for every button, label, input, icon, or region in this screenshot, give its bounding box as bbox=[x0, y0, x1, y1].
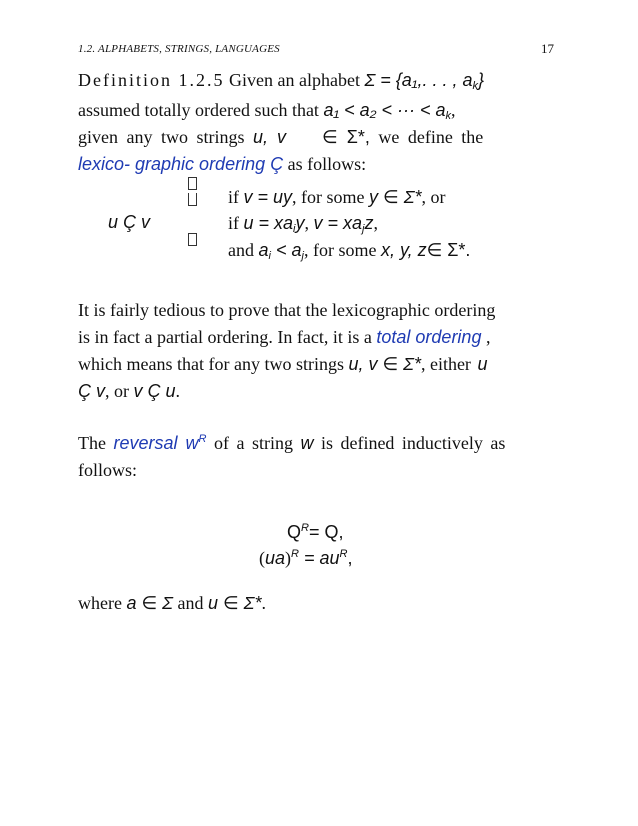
eq-part: ua bbox=[265, 548, 286, 568]
punct: . bbox=[261, 593, 266, 613]
para1-line-4 bbox=[78, 381, 180, 402]
para-math: w bbox=[300, 433, 314, 453]
case-text: and bbox=[228, 240, 259, 260]
equation-1 bbox=[287, 522, 343, 543]
para2-line-1 bbox=[78, 433, 505, 454]
para1-line-3 bbox=[78, 354, 487, 375]
definition-text: given any two strings bbox=[78, 127, 253, 147]
eq-part: , bbox=[347, 548, 353, 568]
subscript: i bbox=[268, 250, 271, 262]
para-text: , either bbox=[420, 354, 476, 374]
alphabet-set bbox=[364, 70, 484, 90]
case-math: x, y, z bbox=[380, 240, 427, 260]
running-header: 1.2. ALPHABETS, STRINGS, LANGUAGES bbox=[78, 43, 280, 55]
definition-line-1 bbox=[78, 70, 484, 92]
para-math: u, v ∈ Σ* bbox=[348, 354, 421, 374]
para-math: Ç v bbox=[78, 381, 105, 401]
case-2 bbox=[228, 213, 378, 235]
definition-text: we define the bbox=[369, 127, 484, 147]
para-math: u bbox=[477, 354, 488, 374]
term-text: reversal w bbox=[113, 433, 199, 453]
brace-bottom-glyph bbox=[188, 233, 197, 246]
math-part: y bbox=[295, 213, 305, 233]
case-math: y ∈ Σ* bbox=[369, 187, 422, 207]
case-text: if bbox=[228, 187, 244, 207]
case-text: , for some bbox=[292, 187, 370, 207]
para2-line-2: follows: bbox=[78, 460, 138, 480]
para-text: which means that for any two strings bbox=[78, 354, 349, 374]
punct: . bbox=[175, 381, 181, 401]
case-text: , or bbox=[421, 187, 446, 207]
brace-top-glyph bbox=[188, 177, 197, 190]
case-text: if bbox=[228, 213, 244, 233]
eq-part: = au bbox=[298, 548, 340, 568]
definition-line-2 bbox=[78, 100, 456, 122]
eq-part: ( bbox=[259, 548, 265, 568]
brace: } bbox=[477, 70, 484, 90]
definition-text: as follows: bbox=[283, 154, 367, 174]
definition-text: Given an alphabet bbox=[224, 70, 365, 90]
term-total-ordering: total ordering bbox=[376, 327, 482, 347]
closing-text: where bbox=[78, 593, 127, 613]
closing-math: u ∈ Σ* bbox=[207, 593, 262, 613]
page-number: 17 bbox=[541, 41, 554, 56]
alphabet-math: Σ = {a₁,. . . , a bbox=[364, 70, 473, 90]
math-part: a bbox=[258, 240, 269, 260]
case-3 bbox=[228, 240, 470, 262]
para-text: is defined inductively as bbox=[313, 433, 506, 453]
order-chain bbox=[323, 100, 451, 120]
subscript: k bbox=[445, 110, 452, 122]
closing-text: and bbox=[172, 593, 208, 613]
membership: ∈ Σ*, bbox=[322, 127, 370, 147]
term-lexicographic-ordering: lexico- graphic ordering Ç bbox=[78, 154, 284, 174]
case-lhs: u Ç v bbox=[108, 212, 151, 232]
eq-part: ) bbox=[285, 548, 292, 568]
definition-label: Definition 1.2.5 bbox=[78, 70, 225, 90]
closing-line bbox=[78, 593, 266, 614]
eq-part: Q bbox=[287, 522, 302, 542]
superscript: R bbox=[198, 433, 207, 445]
case-math: v = uy bbox=[243, 187, 293, 207]
para-text: is in fact a partial ordering. In fact, it is a bbox=[78, 327, 377, 347]
order-math: a₁ < a₂ < ··· < a bbox=[323, 100, 446, 120]
definition-text: assumed totally ordered such that bbox=[78, 100, 324, 120]
para-text: of a string bbox=[206, 433, 301, 453]
math-part: u = xa bbox=[243, 213, 294, 233]
superscript: R bbox=[301, 522, 309, 534]
definition-line-3 bbox=[78, 127, 483, 148]
case-math bbox=[259, 240, 304, 260]
case-text: , for some bbox=[303, 240, 381, 260]
math-part: v = xa bbox=[313, 213, 363, 233]
brace-mid-glyph bbox=[188, 193, 197, 206]
punct: , bbox=[304, 213, 314, 233]
case-math bbox=[244, 213, 305, 233]
closing-math: a ∈ Σ bbox=[126, 593, 173, 613]
term-reversal bbox=[113, 433, 206, 453]
punct: , bbox=[373, 213, 378, 233]
eq-part: = Q, bbox=[308, 522, 344, 542]
superscript: R bbox=[339, 548, 348, 560]
string-vars: u, v bbox=[253, 127, 287, 147]
para-text: The bbox=[78, 433, 114, 453]
math-part: < a bbox=[270, 240, 302, 260]
subscript: i bbox=[293, 223, 296, 235]
subscript: k bbox=[472, 80, 478, 92]
case-1 bbox=[228, 187, 446, 208]
equation-2 bbox=[259, 548, 353, 569]
definition-line-4 bbox=[78, 154, 366, 175]
punct: , bbox=[451, 100, 456, 120]
math-part: z bbox=[364, 213, 374, 233]
subscript: j bbox=[301, 250, 304, 262]
para1-line-1: It is fairly tedious to prove that the lexicographic ordering bbox=[78, 300, 496, 320]
case-math bbox=[314, 213, 374, 233]
para1-line-2 bbox=[78, 327, 490, 348]
punct: , bbox=[481, 327, 491, 347]
para-text: , or bbox=[105, 381, 134, 401]
superscript: R bbox=[291, 548, 299, 560]
subscript: j bbox=[362, 223, 365, 235]
para-math: v Ç u bbox=[133, 381, 176, 401]
case-math: ∈ Σ*. bbox=[426, 240, 471, 260]
